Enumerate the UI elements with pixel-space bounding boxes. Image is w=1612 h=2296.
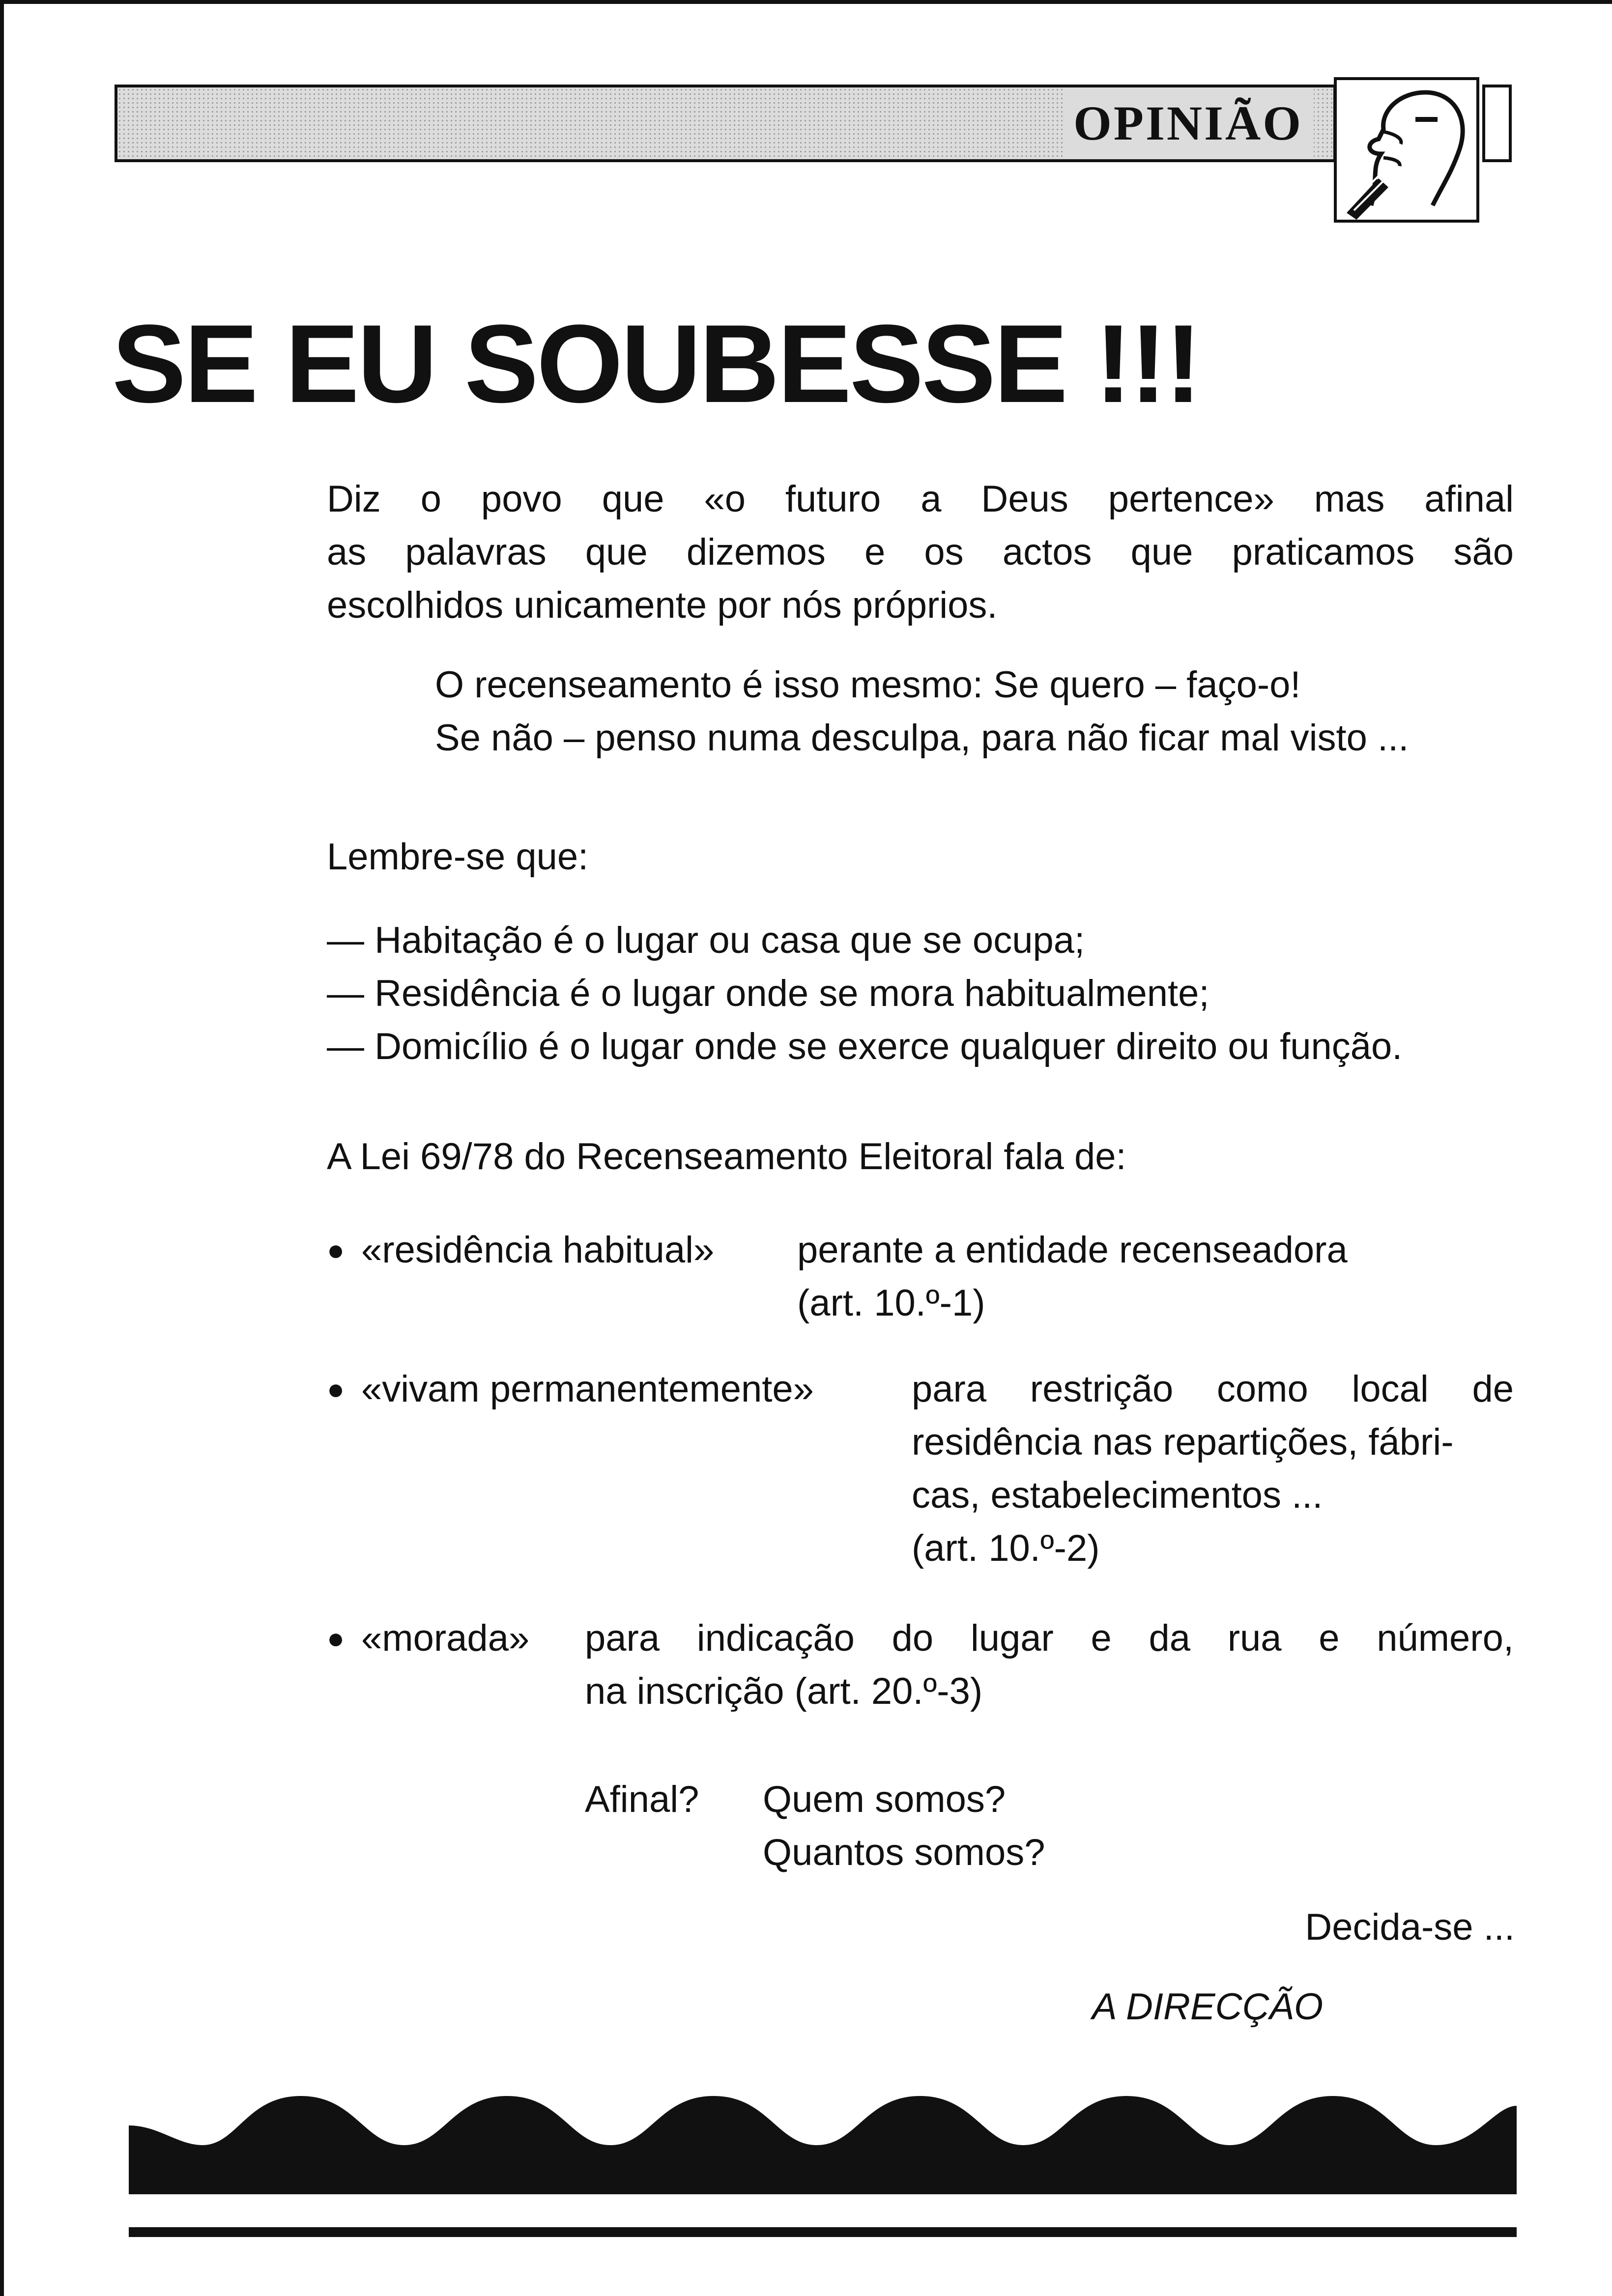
bullet-term: «morada» <box>361 1617 530 1659</box>
bullet-dot: ● <box>327 1373 345 1406</box>
decorative-waves <box>129 2076 1517 2194</box>
bullet-description: perante a entidade recenseadora <box>797 1229 1348 1271</box>
page-border-top <box>0 0 1612 4</box>
section-header-bar <box>115 85 1336 162</box>
bullet-line: para indicação do lugar e da rua e número, <box>585 1617 1514 1659</box>
bullet-line: residência nas repartições, fábri- <box>912 1421 1454 1463</box>
intro-line: escolhidos unicamente por nós próprios. <box>327 584 998 626</box>
census-line: O recenseamento é isso mesmo: Se quero – faço-o! <box>435 664 1301 706</box>
intro-line: Diz o povo que «o futuro a Deus pertence» mas afinal <box>327 478 1514 520</box>
definitions-list <box>327 914 1402 1073</box>
census-paragraph <box>435 659 1409 765</box>
thinking-face-pencil-icon <box>1337 80 1476 220</box>
closing-text: Decida-se ... <box>1305 1906 1515 1948</box>
bullet-article: (art. 10.º-1) <box>797 1282 985 1324</box>
definition-item: — Habitação é o lugar ou casa que se ocupa; <box>327 919 1085 961</box>
bullet-line: para restrição como local de <box>912 1368 1514 1410</box>
bottom-rule <box>129 2227 1517 2237</box>
definition-item: — Residência é o lugar onde se mora habitualmente; <box>327 973 1209 1014</box>
law-intro: A Lei 69/78 do Recenseamento Eleitoral fala de: <box>327 1136 1126 1177</box>
question-item: Quem somos? <box>763 1779 1006 1820</box>
bullet-article: (art. 10.º-2) <box>912 1527 1100 1569</box>
article-title: SE EU SOUBESSE !!! <box>112 301 1200 426</box>
definition-item: — Domicílio é o lugar onde se exerce qualquer direito ou função. <box>327 1026 1403 1067</box>
census-line: Se não – penso numa desculpa, para não ficar mal visto ... <box>435 717 1409 759</box>
reminder-text: Lembre-se que: <box>327 836 589 878</box>
signature: A DIRECÇÃO <box>1092 1986 1324 2028</box>
intro-paragraph <box>327 473 1514 632</box>
question-lead: Afinal? <box>585 1779 699 1820</box>
opinion-icon-box <box>1334 77 1479 223</box>
bullet-term: «residência habitual» <box>361 1229 715 1271</box>
intro-line: as palavras que dizemos e os actos que praticamos são <box>327 531 1514 573</box>
bullet-description <box>912 1363 1514 1575</box>
question-item: Quantos somos? <box>763 1832 1045 1873</box>
bullet-line: cas, estabelecimentos ... <box>912 1474 1323 1516</box>
bullet-dot: ● <box>327 1622 345 1655</box>
page-border-left <box>0 0 4 2296</box>
bullet-line: na inscrição (art. 20.º-3) <box>585 1670 983 1712</box>
bullet-term: «vivam permanentemente» <box>361 1368 814 1410</box>
bullet-dot: ● <box>327 1234 345 1266</box>
bullet-description <box>585 1612 1514 1718</box>
section-label: OPINIÃO <box>1063 87 1314 159</box>
header-end-tab <box>1482 85 1512 162</box>
